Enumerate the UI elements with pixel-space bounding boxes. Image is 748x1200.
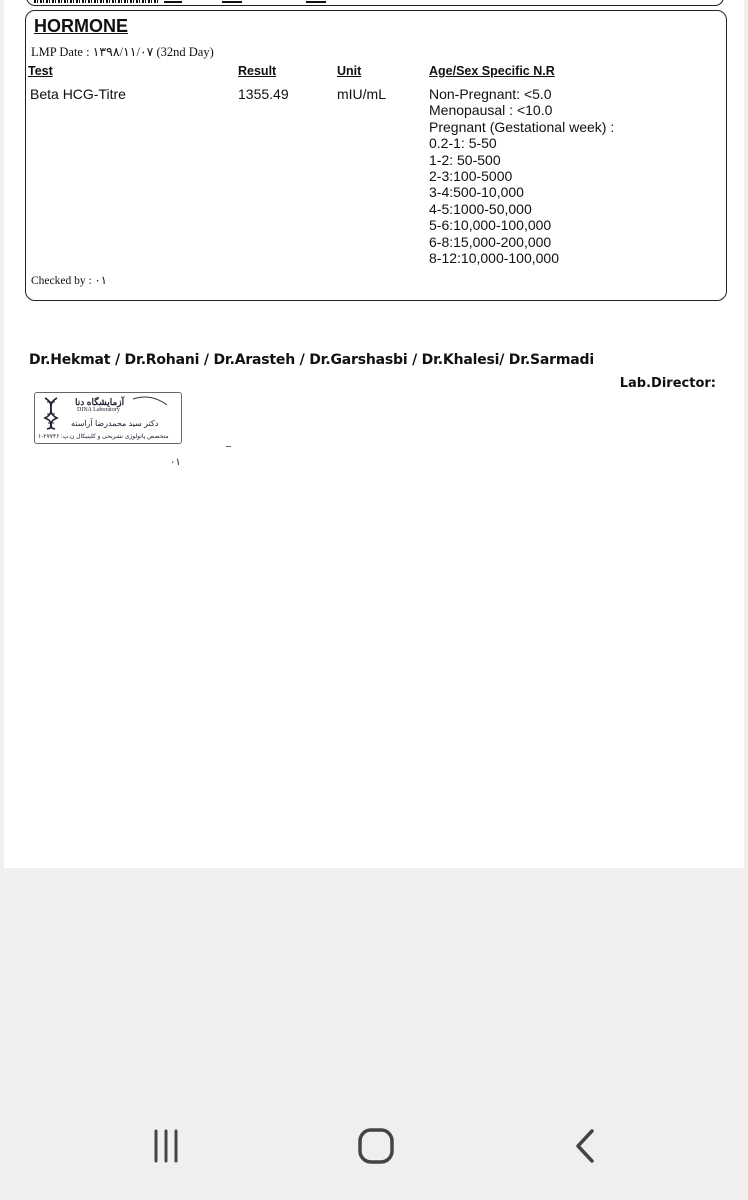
stamp-lab-name-fa: آزمایشگاه دنا bbox=[75, 397, 125, 407]
recent-apps-button[interactable] bbox=[136, 1126, 196, 1174]
stamp-arc bbox=[131, 395, 171, 411]
normal-range-line: 4-5:1000-50,000 bbox=[429, 200, 532, 217]
normal-range-line: 6-8:15,000-200,000 bbox=[429, 233, 552, 250]
laboratory-stamp bbox=[34, 392, 182, 444]
test-name: Beta HCG-Titre bbox=[30, 86, 126, 102]
section-title: HORMONE bbox=[34, 16, 128, 36]
home-button[interactable] bbox=[346, 1126, 406, 1174]
lab-director-label: Lab.Director: bbox=[619, 376, 716, 391]
normal-range-line: 0.2-1: 5-50 bbox=[429, 135, 497, 152]
stamp-lab-name-en: DINA Laboratory bbox=[77, 407, 120, 413]
header-dash bbox=[306, 1, 326, 3]
recent-apps-icon bbox=[146, 1126, 186, 1166]
dna-logo-icon bbox=[41, 396, 61, 430]
normal-range-line: Menopausal : <10.0 bbox=[429, 102, 553, 119]
signature-mark bbox=[226, 446, 231, 447]
header-dash bbox=[164, 1, 182, 3]
header-dash bbox=[222, 1, 242, 3]
normal-range-line: 5-6:10,000-100,000 bbox=[429, 217, 552, 234]
checked-by: Checked by : ۰۱ bbox=[31, 275, 107, 287]
test-unit: mIU/mL bbox=[337, 86, 386, 102]
column-header-unit: Unit bbox=[337, 64, 362, 78]
column-header-result: Result bbox=[238, 64, 277, 78]
barcode bbox=[34, 0, 158, 3]
back-icon bbox=[566, 1126, 606, 1166]
normal-range-line: 2-3:100-5000 bbox=[429, 168, 513, 185]
stamp-number: ۰۱ bbox=[170, 457, 181, 468]
lmp-date: LMP Date : ۱۳۹۸/۱۱/۰۷ (32nd Day) bbox=[31, 45, 214, 59]
normal-range-line: Non-Pregnant: <5.0 bbox=[429, 86, 552, 102]
normal-range-line: 3-4:500-10,000 bbox=[429, 184, 524, 201]
normal-range-list bbox=[429, 86, 614, 266]
doctors-list: Dr.Hekmat / Dr.Rohani / Dr.Arasteh / Dr.Garshasbi / Dr.Khalesi/ Dr.Sarmadi bbox=[29, 352, 594, 368]
back-button[interactable] bbox=[556, 1126, 616, 1174]
normal-range-line: Pregnant (Gestational week) : bbox=[429, 118, 615, 135]
normal-range-line: 8-12:10,000-100,000 bbox=[429, 250, 559, 267]
test-result: 1355.49 bbox=[238, 86, 289, 102]
normal-range-line: 1-2: 50-500 bbox=[429, 151, 501, 168]
android-navigation-bar bbox=[0, 1098, 748, 1200]
stamp-specialty: متخصص پاتولوژی تشریحی و کلینیکال ن.پ: ۲۷۷۴۶-۱ bbox=[38, 434, 169, 440]
column-header-normal-range: Age/Sex Specific N.R bbox=[429, 64, 555, 78]
home-icon bbox=[356, 1126, 396, 1166]
column-header-test: Test bbox=[28, 64, 53, 78]
stamp-doctor-name: دکتر سید محمدرضا آراسته bbox=[71, 419, 159, 428]
